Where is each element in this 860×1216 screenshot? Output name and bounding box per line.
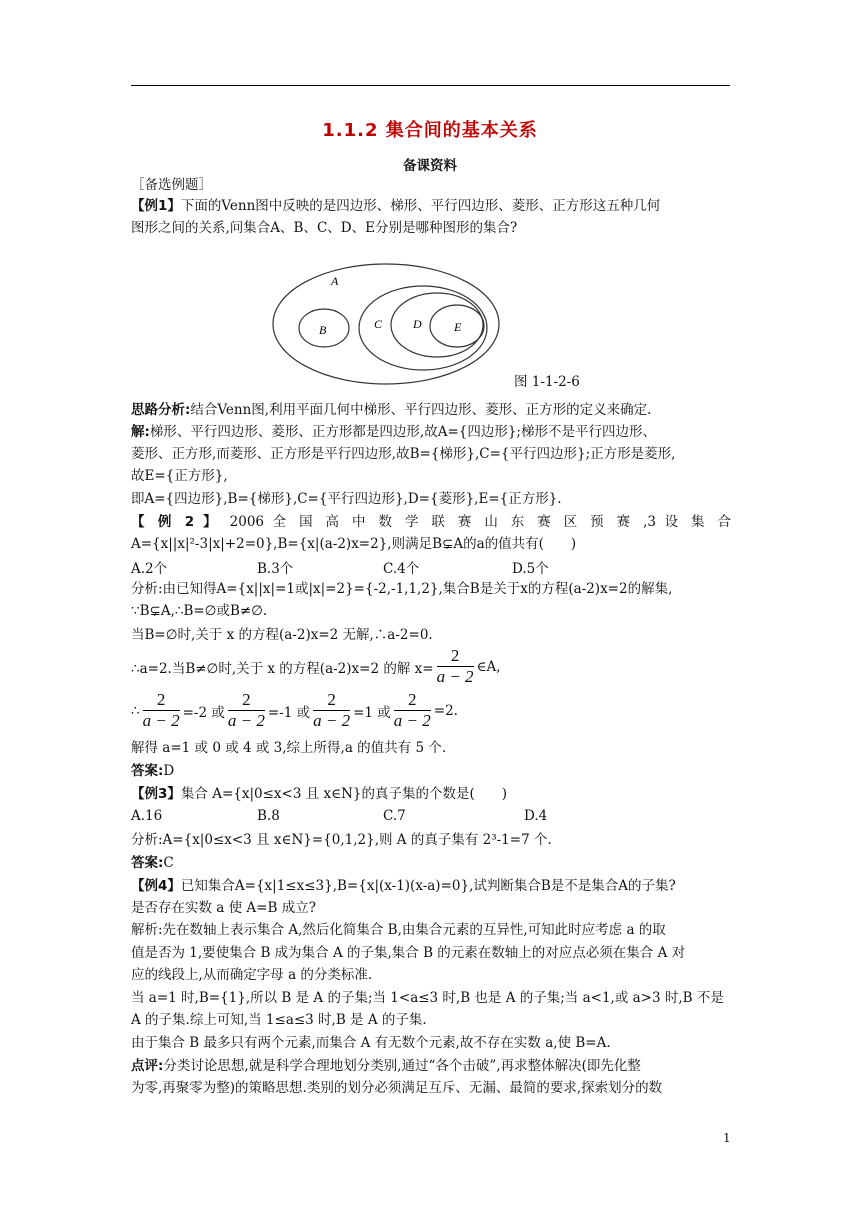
analysis-1: 思路分析:结合Venn图,利用平面几何中梯形、平行四边形、菱形、正方形的定义来确定. (131, 402, 652, 418)
option-c: C.4个 (383, 561, 420, 577)
example-3-options (131, 808, 731, 826)
set-e-label: E (454, 320, 462, 334)
example-1-line-1: 【例1】下面的Venn图中反映的是四边形、梯形、平行四边形、菱形、正方形这五种几何 (131, 198, 661, 214)
set-a-ellipse (273, 264, 499, 384)
set-b-label: B (319, 323, 327, 337)
page-title: 1.1.2 集合间的基本关系 (322, 120, 538, 141)
fraction: $\frac{2}{a - 2}$ (227, 690, 265, 730)
example-4-para-1: 解析:先在数轴上表示集合 A,然后化简集合 B,由集合元素的互异性,可知此时应考虑 a 的取 (131, 922, 666, 938)
example-2-options (131, 557, 731, 575)
example-3-line-1: 【例3】集合 A={x|0≤x<3 且 x∈N}的真子集的个数是( ) (131, 786, 508, 802)
example-2-line-2: A={x||x|²-3|x|+2=0},B={x|(a-2)x=2},则满足B⊊A的a的值共有( ) (131, 536, 577, 552)
set-d-ellipse (391, 293, 483, 357)
example-3-answer: 答案:C (131, 855, 174, 871)
fraction: $\frac{2}{a - 2}$ (393, 690, 431, 730)
example-4-para-5: A 的子集.综上可知,当 1≤a≤3 时,B 是 A 的子集. (131, 1012, 427, 1028)
fraction: $\frac{2}{a - 2}$ (436, 646, 474, 686)
option-c: C.7 (383, 808, 406, 824)
example-3-label: 【例3】 (131, 786, 181, 802)
option-a: A.2个 (131, 561, 168, 577)
venn-diagram (270, 262, 510, 387)
option-a: A.16 (131, 808, 163, 824)
example-2-label: 【 例 2 】 (131, 514, 222, 530)
header-rule (131, 85, 730, 86)
set-c-label: C (374, 317, 383, 331)
fraction: $\frac{2}{a - 2}$ (313, 690, 351, 730)
example-4-para-3: 应的线段上,从而确定字母 a 的分类标准. (131, 967, 373, 983)
example-4-para-2: 值是否为 1,要使集合 B 成为集合 A 的子集,集合 B 的元素在数轴上的对应点必须在集合 A 对 (131, 945, 686, 961)
example-4-para-4: 当 a=1 时,B={1},所以 B 是 A 的子集;当 1<a≤3 时,B 也是 A 的子集;当 a<1,或 a>3 时,B 不是 (131, 990, 724, 1006)
example-4-comment-1: 点评:分类讨论思想,就是科学合理地划分类别,通过“各个击破”,再求整体解决(即先化整 (131, 1058, 641, 1074)
example-4-line-1: 【例4】已知集合A={x|1≤x≤3},B={x|(x-1)(x-a)=0},试判断集合B是不是集合A的子集? (131, 878, 676, 894)
example-2-analysis-5: ∴ $\frac{2}{a - 2}$ =-2 或 $\frac{2}{a - 2}$ =-1 或 $\frac{2}{a - 2}$ =1 或 $\frac{2}{a - 2}$ =2. (131, 690, 458, 730)
example-2-analysis-2: ∵B⊊A,∴B=∅或B≠∅. (131, 603, 268, 619)
example-2-answer: 答案:D (131, 763, 175, 779)
page-number: 1 (723, 1131, 731, 1145)
figure-caption: 图 1-1-2-6 (514, 374, 580, 390)
example-2-line-1: 【 例 2 】 2006 全 国 高 中 数 学 联 赛 山 东 赛 区 预 赛 ,3 设 集 合 (131, 514, 731, 530)
section-heading: ［备选例题］ (131, 177, 212, 193)
example-1-line-2: 图形之间的关系,问集合A、B、C、D、E分别是哪种图形的集合? (131, 220, 518, 236)
solution-1-line-4: 即A={四边形},B={梯形},C={平行四边形},D={菱形},E={正方形}. (131, 491, 562, 507)
option-d: D.5个 (512, 561, 549, 577)
example-3-analysis: 分析:A={x|0≤x<3 且 x∈N}={0,1,2},则 A 的真子集有 2³-1=7 个. (131, 832, 552, 848)
example-2-analysis-3: 当B=∅时,关于 x 的方程(a-2)x=2 无解,∴a-2=0. (131, 627, 433, 643)
example-4-label: 【例4】 (131, 878, 181, 894)
example-4-comment-2: 为零,再聚零为整)的策略思想.类别的划分必须满足互斥、无漏、最简的要求,探索划分的数 (131, 1080, 663, 1096)
fraction: $\frac{2}{a - 2}$ (142, 690, 180, 730)
solution-1-line-1: 解:梯形、平行四边形、菱形、正方形都是四边形,故A={四边形};梯形不是平行四边形、 (131, 424, 656, 440)
page-subtitle: 备课资料 (403, 158, 457, 174)
set-a-label: A (331, 274, 339, 288)
option-b: B.3个 (257, 561, 294, 577)
example-4-para-6: 由于集合 B 最多只有两个元素,而集合 A 有无数个元素,故不存在实数 a,使 B=A. (131, 1035, 611, 1051)
example-4-line-2: 是否存在实数 a 使 A=B 成立? (131, 900, 316, 916)
example-2-analysis-4: ∴a=2.当B≠∅时,关于 x 的方程(a-2)x=2 的解 x= $\frac{2}{a - 2}$ ∈A, (131, 646, 501, 686)
solution-1-line-2: 菱形、正方形,而菱形、正方形是平行四边形,故B={梯形},C={平行四边形};正方形是菱形, (131, 446, 676, 462)
set-d-label: D (413, 317, 422, 331)
option-b: B.8 (257, 808, 280, 824)
example-2-analysis-6: 解得 a=1 或 0 或 4 或 3,综上所得,a 的值共有 5 个. (131, 740, 447, 756)
option-d: D.4 (524, 808, 548, 824)
solution-1-line-3: 故E={正方形}, (131, 468, 228, 484)
example-2-analysis-1: 分析:由已知得A={x||x|=1或|x|=2}={-2,-1,1,2},集合B是关于x的方程(a-2)x=2的解集, (131, 581, 673, 597)
example-1-label: 【例1】 (131, 198, 181, 214)
